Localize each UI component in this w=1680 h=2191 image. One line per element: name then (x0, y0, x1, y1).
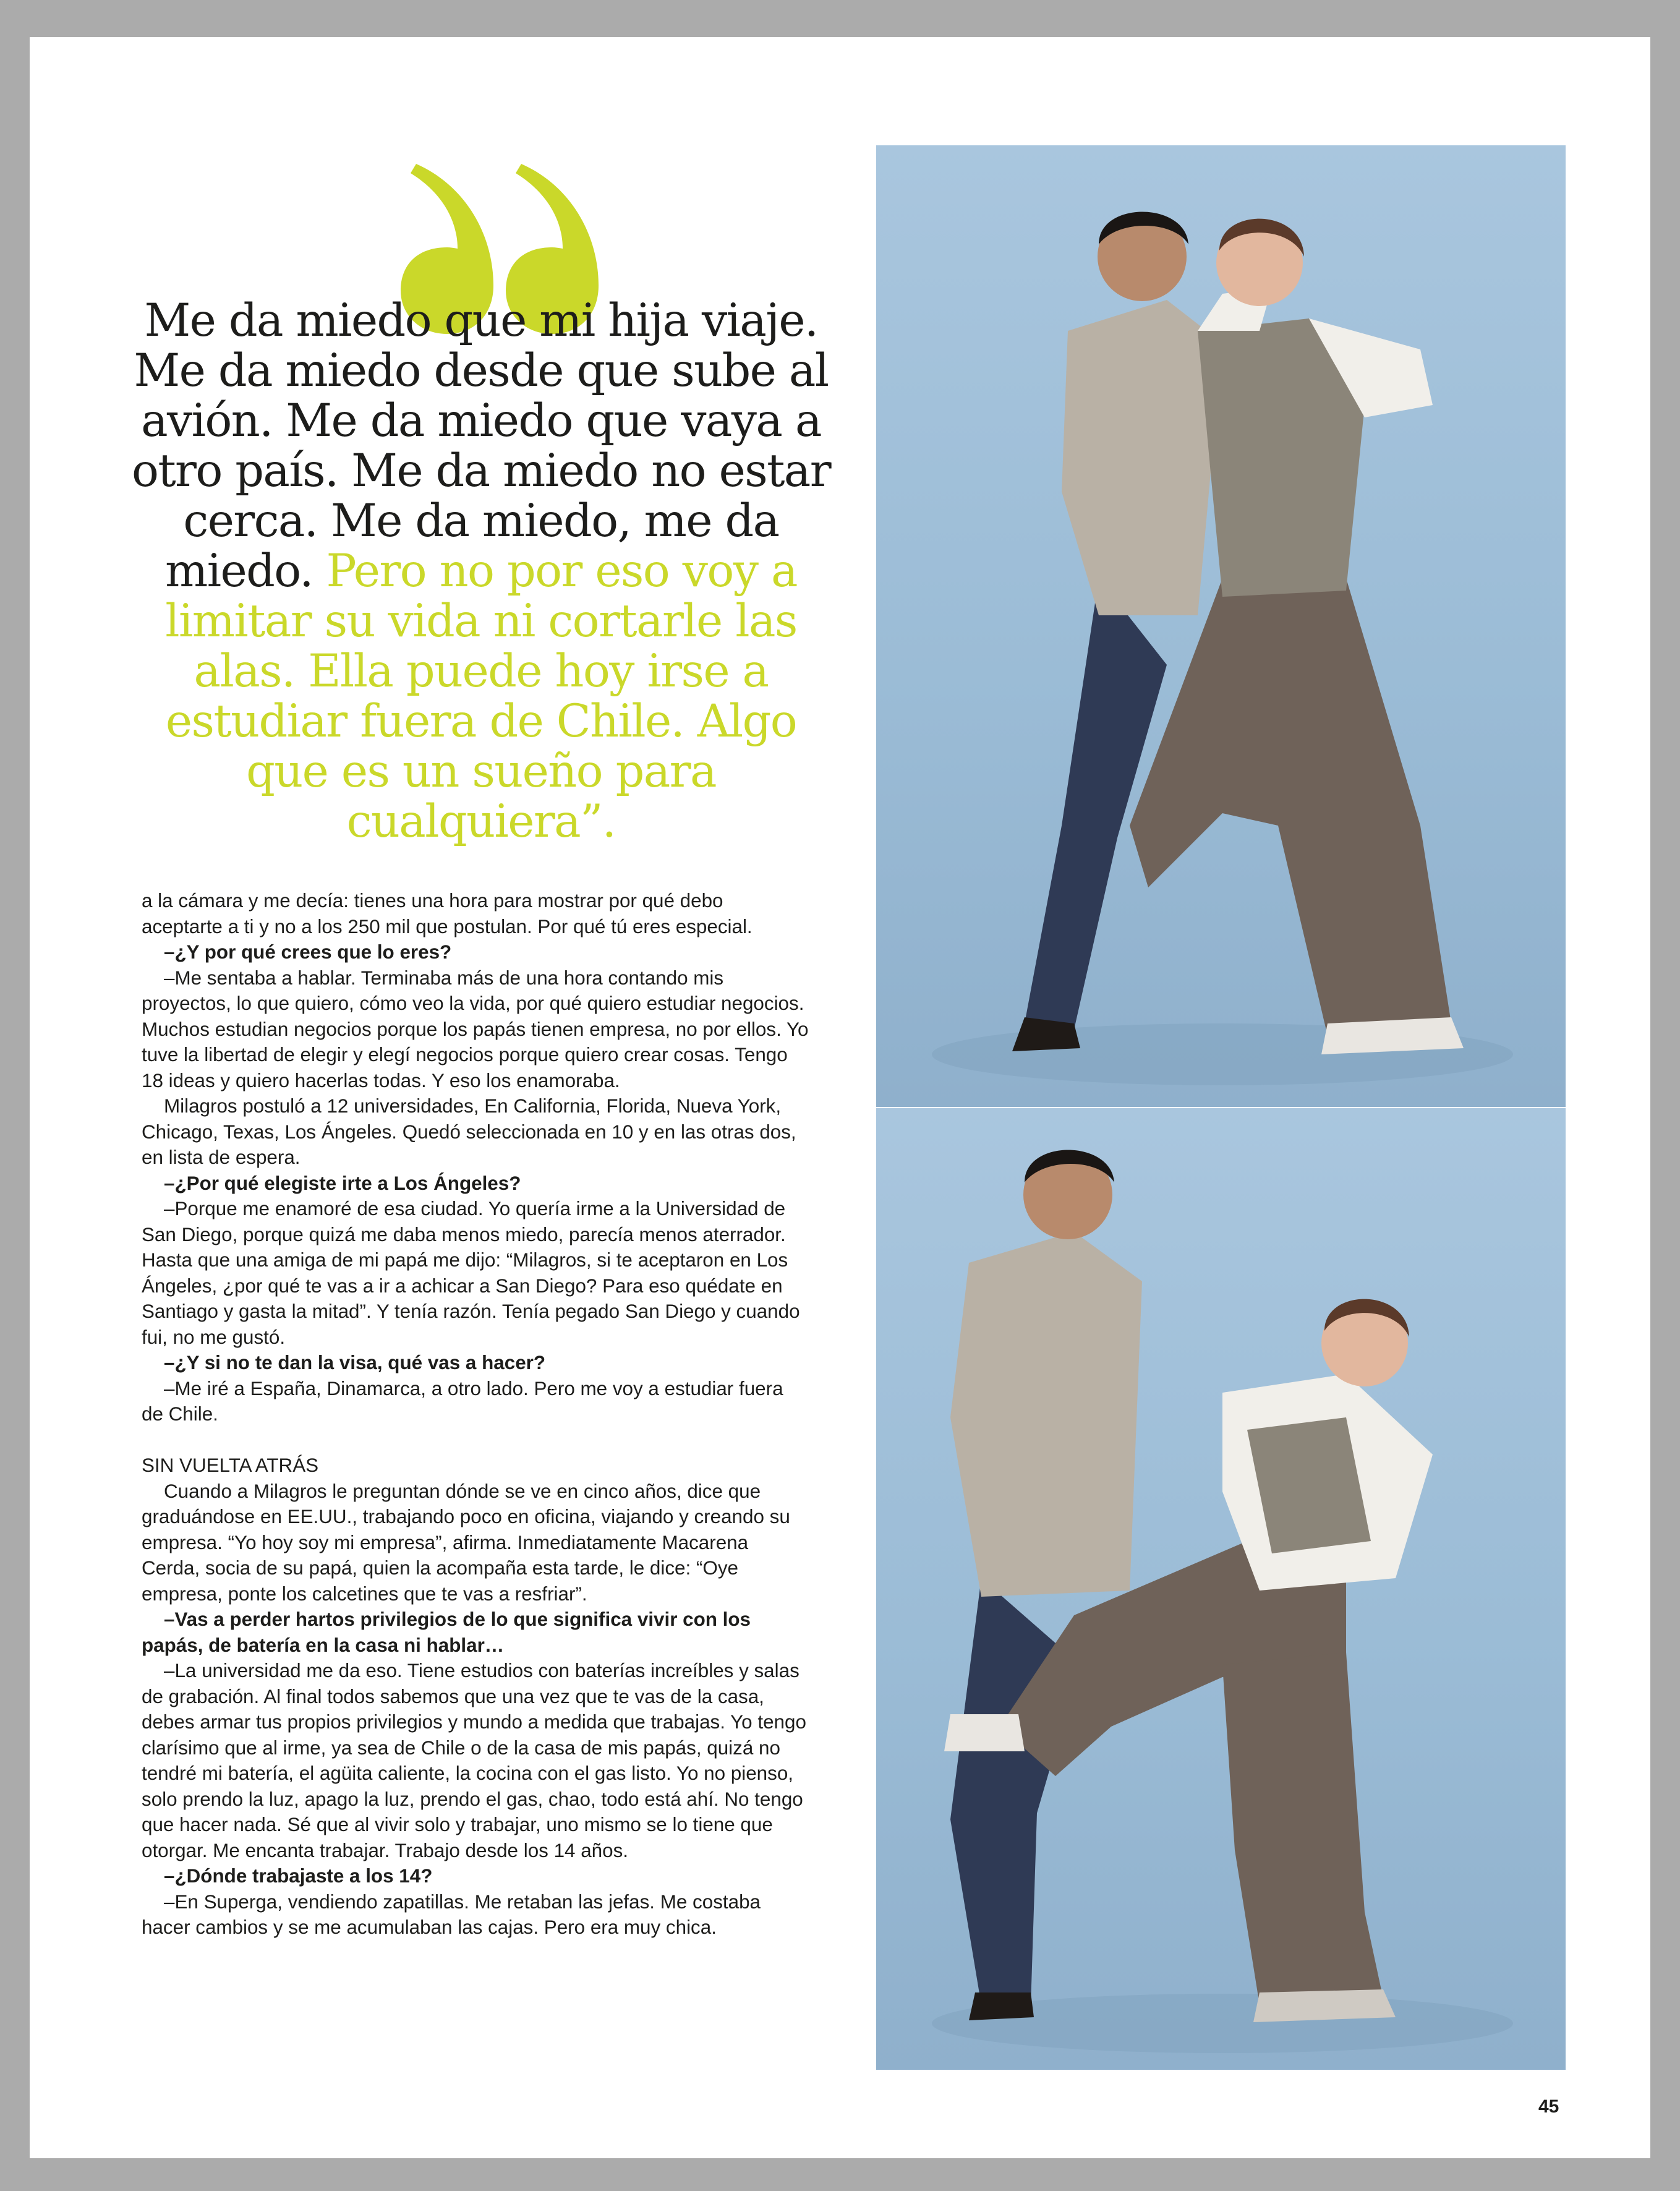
article-body (142, 888, 809, 1941)
interview-answer: –Me sentaba a hablar. Terminaba más de una hora contando mis proyectos, lo que quiero, cómo veo la vida, por qué quiero estudiar negocios. Muchos estudian negocios porque los papás tienen empresa, no por ellos. Yo tuve la libertad de elegir y elegí negocios porque quiero crear cosas. Tengo 18 ideas y quiero hacerlas todas. Y eso los enamoraba. (142, 967, 809, 1091)
pull-quote-dark-text: Me da miedo que mi hija viaje. Me da miedo desde que sube al avión. Me da miedo que vaya a otro país. Me da miedo no estar cerca. Me da miedo, me da miedo. (131, 294, 831, 597)
photo-top-figures (876, 145, 1566, 1107)
magazine-page (30, 37, 1650, 2158)
interview-answer: –Me iré a España, Dinamarca, a otro lado. Pero me voy a estudiar fuera de Chile. (142, 1377, 783, 1425)
interview-question: –¿Y si no te dan la visa, qué vas a hacer? (164, 1352, 546, 1373)
interview-question: –¿Por qué elegiste irte a Los Ángeles? (164, 1172, 521, 1194)
section-title: SIN VUELTA ATRÁS (142, 1454, 319, 1476)
article-paragraph: Cuando a Milagros le preguntan dónde se ve en cinco años, dice que graduándose en EE.UU., trabajando poco en oficina, viajando y creando su empresa. “Yo hoy soy mi empresa”, afirma. Inmediatamente Macarena Cerda, socia de su papá, quien la acompaña esta tarde, le dice: “Oye empresa, ponte los calcetines que te vas a resfriar”. (142, 1480, 790, 1605)
photo-bottom-figures (876, 1108, 1566, 2070)
interview-question: –¿Y por qué crees que lo eres? (164, 941, 452, 963)
interview-answer: –Porque me enamoré de esa ciudad. Yo quería irme a la Universidad de San Diego, porque quizá me daba menos miedo, parecía menos aterrador. Hasta que una amiga de mi papá me dijo: “Milagros, si te aceptaron en Los Ángeles, ¿por qué te vas a ir a achicar a San Diego? Para eso quédate en Santiago y gasta la mitad”. Y tenía razón. Tenía pegado San Diego y cuando fui, no me gustó. (142, 1198, 800, 1348)
interview-answer: –En Superga, vendiendo zapatillas. Me retaban las jefas. Me costaba hacer cambios y se me acumulaban las cajas. Pero era muy chica. (142, 1890, 761, 1938)
interview-answer: –La universidad me da eso. Tiene estudios con baterías increíbles y salas de grabación. Al final todos sabemos que una vez que te vas de la casa, debes armar tus propios privilegios y mundo a medida que trabajas. Yo tengo clarísimo que al irme, ya sea de Chile o de la casa de mis papás, quizá no tendré mi batería, el agüita caliente, la cocina con el gas listo. Yo no pienso, solo prendo la luz, apago la luz, prendo el gas, chao, todo está ahí. No tengo que hacer nada. Sé que al vivir solo y trabajar, uno mismo se lo tiene que otorgar. Me encanta trabajar. Trabajo desde los 14 años. (142, 1660, 806, 1861)
photo-top (876, 145, 1566, 1107)
photo-bottom (876, 1108, 1566, 2070)
article-paragraph: a la cámara y me decía: tienes una hora para mostrar por qué debo aceptarte a ti y no a los 250 mil que postulan. Por qué tú eres especial. (142, 890, 753, 937)
interview-question: –¿Dónde trabajaste a los 14? (164, 1865, 433, 1887)
article-paragraph: Milagros postuló a 12 universidades, En California, Florida, Nueva York, Chicago, Texas, Los Ángeles. Quedó seleccionada en 10 y en las otras dos, en lista de espera. (142, 1095, 796, 1168)
pull-quote (122, 296, 840, 847)
page-number: 45 (1538, 2096, 1559, 2117)
pull-quote-highlight-text: Pero no por eso voy a limitar su vida ni cortarle las alas. Ella puede hoy irse a estudiar fuera de Chile. Algo que es un sueño para cualquiera”. (165, 545, 797, 848)
interview-question: –Vas a perder hartos privilegios de lo que significa vivir con los papás, de batería en la casa ni hablar… (142, 1608, 751, 1656)
